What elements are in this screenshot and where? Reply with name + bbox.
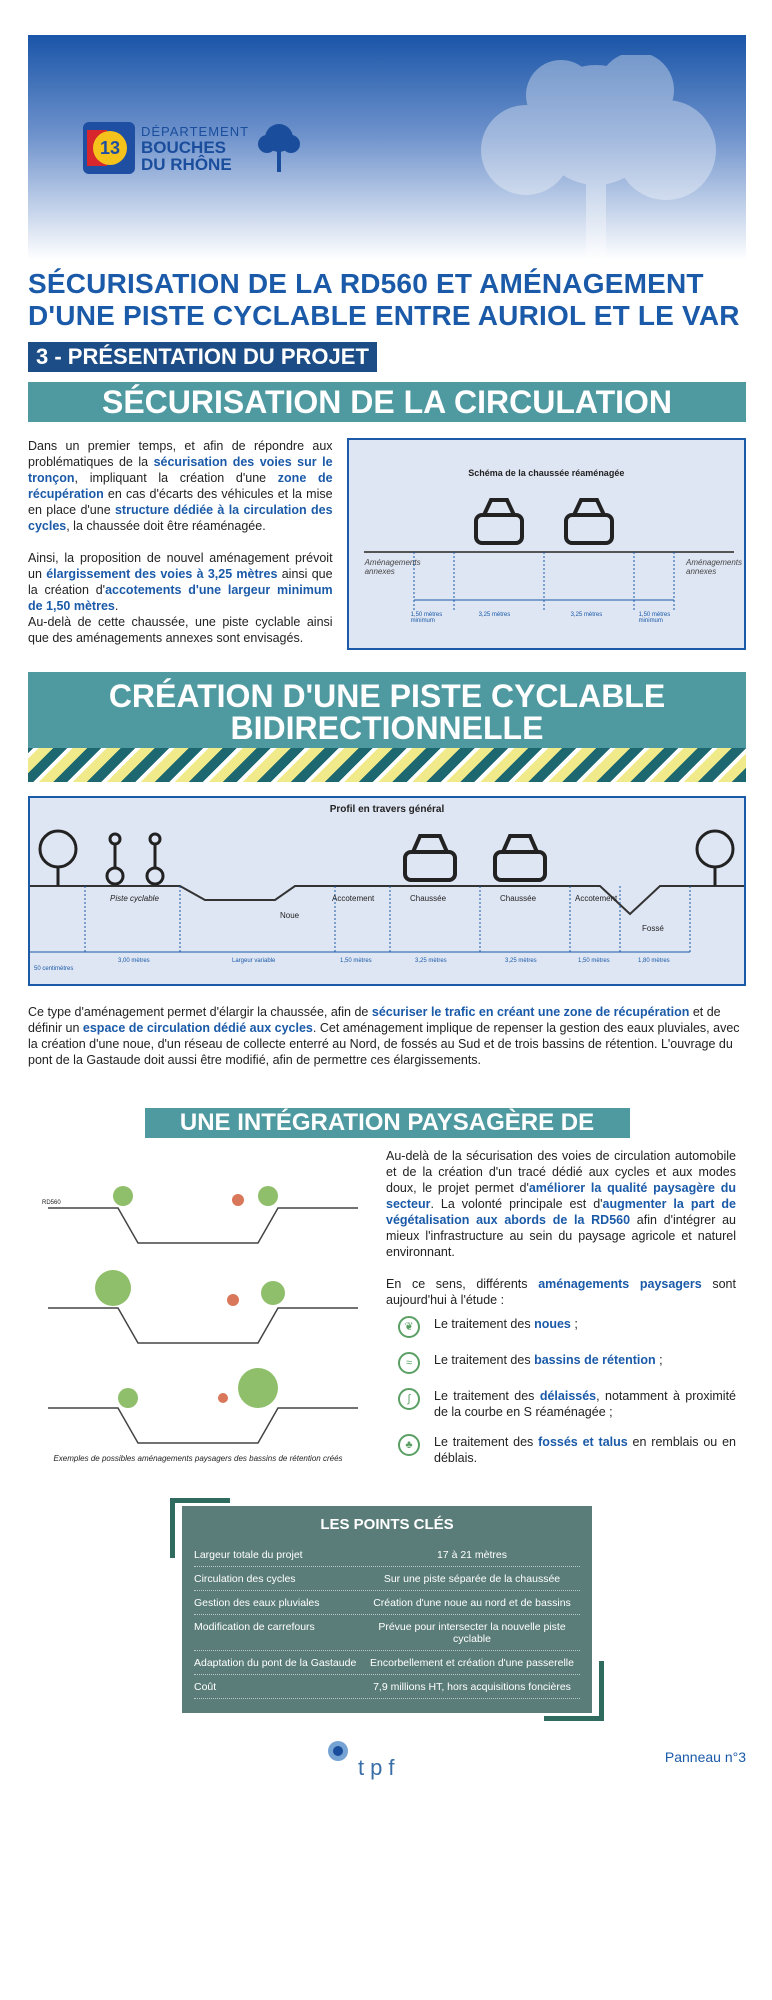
profile-label: Chaussée bbox=[500, 894, 537, 903]
tree-icon bbox=[697, 831, 733, 886]
profile-label: Fossé bbox=[642, 924, 664, 933]
car-icon bbox=[566, 500, 612, 543]
dim-label: 1,50 mètres minimum bbox=[638, 612, 671, 624]
logo-line3: DU RHÔNE bbox=[141, 154, 232, 174]
key-point-row: Modification de carrefours Prévue pour intersecter la nouvelle piste cyclable bbox=[194, 1615, 580, 1651]
list-item: ∫ Le traitement des délaissés, notamment à proximité de la courbe en S réaménagée ; bbox=[398, 1388, 736, 1420]
dim-label: 3,25 mètres bbox=[570, 612, 603, 618]
profile-label: Accotement bbox=[575, 894, 618, 903]
tree-icon bbox=[40, 831, 76, 886]
section2-text: Ce type d'aménagement permet d'élargir la chaussée, afin de sécuriser le trafic en créant une zone de récupération et de définir un espace de circulation dédié aux cycles. Cet aménagement implique de repenser la gestion des eaux pluviales, avec la création d'une noue, d'un réseau de collecte enterré au Nord, de fossés au Sud et de trois bassins de rétention. L'ouvrage du pont de la Gastaude doit aussi être modifié, afin de permettre ces élargissements. bbox=[28, 1005, 740, 1067]
profile-label: Chaussée bbox=[410, 894, 447, 903]
car-icon bbox=[495, 836, 545, 880]
dim-label: 3,25 mètres bbox=[505, 958, 537, 964]
key-points-title: LES POINTS CLÉS bbox=[320, 1516, 454, 1533]
logo-tree-icon bbox=[255, 120, 303, 176]
list-item: ♣ Le traitement des fossés et talus en remblais ou en déblais. bbox=[398, 1434, 736, 1466]
landscaping-drawing bbox=[28, 1148, 368, 1448]
figure-caption: Schéma de la chaussée réaménagée bbox=[468, 468, 625, 478]
dim-label: 1,80 mètres bbox=[638, 958, 670, 964]
title-line2: D'UNE PISTE CYCLABLE ENTRE AURIOL ET LE VAR bbox=[28, 300, 740, 331]
key-point-row: Circulation des cycles Sur une piste séparée de la chaussée bbox=[194, 1567, 580, 1591]
dim-label: 1,50 mètres bbox=[578, 958, 610, 964]
header-banner bbox=[28, 35, 746, 260]
profile-label: Accotement bbox=[332, 894, 375, 903]
decorative-tree-icon bbox=[446, 55, 736, 260]
annex-label-left: Aménagements annexes bbox=[364, 558, 421, 576]
annex-label-right: Aménagements annexes bbox=[686, 558, 743, 576]
car-icon bbox=[476, 500, 522, 543]
dim-label: Largeur variable bbox=[232, 958, 276, 964]
title-line1: SÉCURISATION DE LA RD560 ET AMÉNAGEMENT bbox=[28, 268, 704, 299]
section1-heading: SÉCURISATION DE LA CIRCULATION bbox=[28, 382, 746, 422]
figure-caption: Exemples de possibles aménagements paysagers des bassins de rétention créés bbox=[53, 1454, 343, 1463]
hazard-stripes bbox=[28, 748, 746, 782]
key-point-row: Adaptation du pont de la Gastaude Encorbellement et création d'une passerelle bbox=[194, 1651, 580, 1675]
figure-caption: Profil en travers général bbox=[329, 804, 445, 815]
roadway-schema-figure bbox=[347, 438, 746, 650]
logo-badge-icon bbox=[83, 122, 135, 174]
tpf-logo bbox=[318, 1739, 428, 1784]
logo-line2: BOUCHES bbox=[141, 137, 227, 157]
section3-heading: UNE INTÉGRATION PAYSAGÈRE DE QUALITÉ bbox=[145, 1108, 630, 1138]
page-subtitle: 3 - PRÉSENTATION DU PROJET bbox=[28, 342, 377, 372]
dim-label: 3,25 mètres bbox=[478, 612, 511, 618]
curve-icon: ∫ bbox=[398, 1388, 420, 1410]
landscaping-figure bbox=[28, 1148, 368, 1468]
plant-icon: ❦ bbox=[398, 1316, 420, 1338]
profile-label: Piste cyclable bbox=[110, 894, 159, 903]
dim-label: 3,00 mètres bbox=[118, 958, 150, 964]
section1-text: Dans un premier temps, et afin de répondre aux problématiques de la sécurisation des voies sur le tronçon, impliquant la création d'une zone de récupération en cas d'écarts des véhicules et la mise en place d'une structure dédiée à la circulation des cycles, la chaussée doit être réaménagée. Ainsi, la proposition de nouvel aménagement prévoit un élargissement des voies à 3,25 mètres ainsi que la création d'accotements d'une largeur minimum de 1,50 mètres. Au-delà de cette chaussée, une piste cyclable ainsi que des aménagements annexes sont envisagés. bbox=[28, 439, 333, 645]
page-title bbox=[28, 268, 746, 332]
section2-heading: CRÉATION D'UNE PISTE CYCLABLE BIDIRECTIONNELLE bbox=[28, 672, 746, 748]
dim-label: 1,50 mètres bbox=[340, 958, 372, 964]
tree-icon: ♣ bbox=[398, 1434, 420, 1456]
tpf-brand: tpf bbox=[358, 1755, 401, 1780]
key-point-row: Coût 7,9 millions HT, hors acquisitions foncières bbox=[194, 1675, 580, 1699]
list-item: ❦ Le traitement des noues ; bbox=[398, 1316, 736, 1338]
landscaping-list bbox=[398, 1316, 736, 1466]
cross-section-figure bbox=[28, 796, 746, 986]
section3 bbox=[28, 1148, 746, 1480]
key-point-row: Gestion des eaux pluviales Création d'une noue au nord et de bassins bbox=[194, 1591, 580, 1615]
poster bbox=[28, 35, 746, 1779]
cyclist-icon bbox=[147, 834, 163, 884]
car-icon bbox=[405, 836, 455, 880]
cyclist-icon bbox=[107, 834, 123, 884]
footer bbox=[28, 1739, 746, 1779]
department-logo bbox=[83, 120, 303, 176]
profile-label: Noue bbox=[280, 911, 300, 920]
key-point-row: Largeur totale du projet 17 à 21 mètres bbox=[194, 1543, 580, 1567]
dim-label: 50 centimètres bbox=[34, 966, 74, 972]
logo-line1: DÉPARTEMENT bbox=[141, 123, 250, 139]
dim-label: 1,50 mètres minimum bbox=[410, 612, 443, 624]
dim-label: 3,25 mètres bbox=[415, 958, 447, 964]
road-label: RD560 bbox=[42, 1200, 61, 1206]
section1 bbox=[28, 438, 746, 650]
section3-text: Au-delà de la sécurisation des voies de circulation automobile et de la création d'un tracé dédié aux cycles et aux modes doux, le projet permet d'améliorer la qualité paysagère du secteur. La volonté principale est d'augmenter la part de végétalisation aux abords de la RD560 afin d'intégrer au mieux l'infrastructure au sein du paysage agricole et naturel environnant. En ce sens, différents aménagements paysagers sont aujourd'hui à l'étude : ❦ Le traitement des noues ; ≈ Le traitement des bassins de rétention ; ∫ Le traitement des délaissés, notamment à proximité de la courbe en S réaménagée ; ♣ Le traitement des fossés et talus en remblais ou en déblais. bbox=[386, 1149, 737, 1465]
list-item: ≈ Le traitement des bassins de rétention ; bbox=[398, 1352, 736, 1374]
panel-number: Panneau n°3 bbox=[664, 1749, 746, 1765]
key-points-box bbox=[182, 1506, 592, 1713]
basin-icon: ≈ bbox=[398, 1352, 420, 1374]
